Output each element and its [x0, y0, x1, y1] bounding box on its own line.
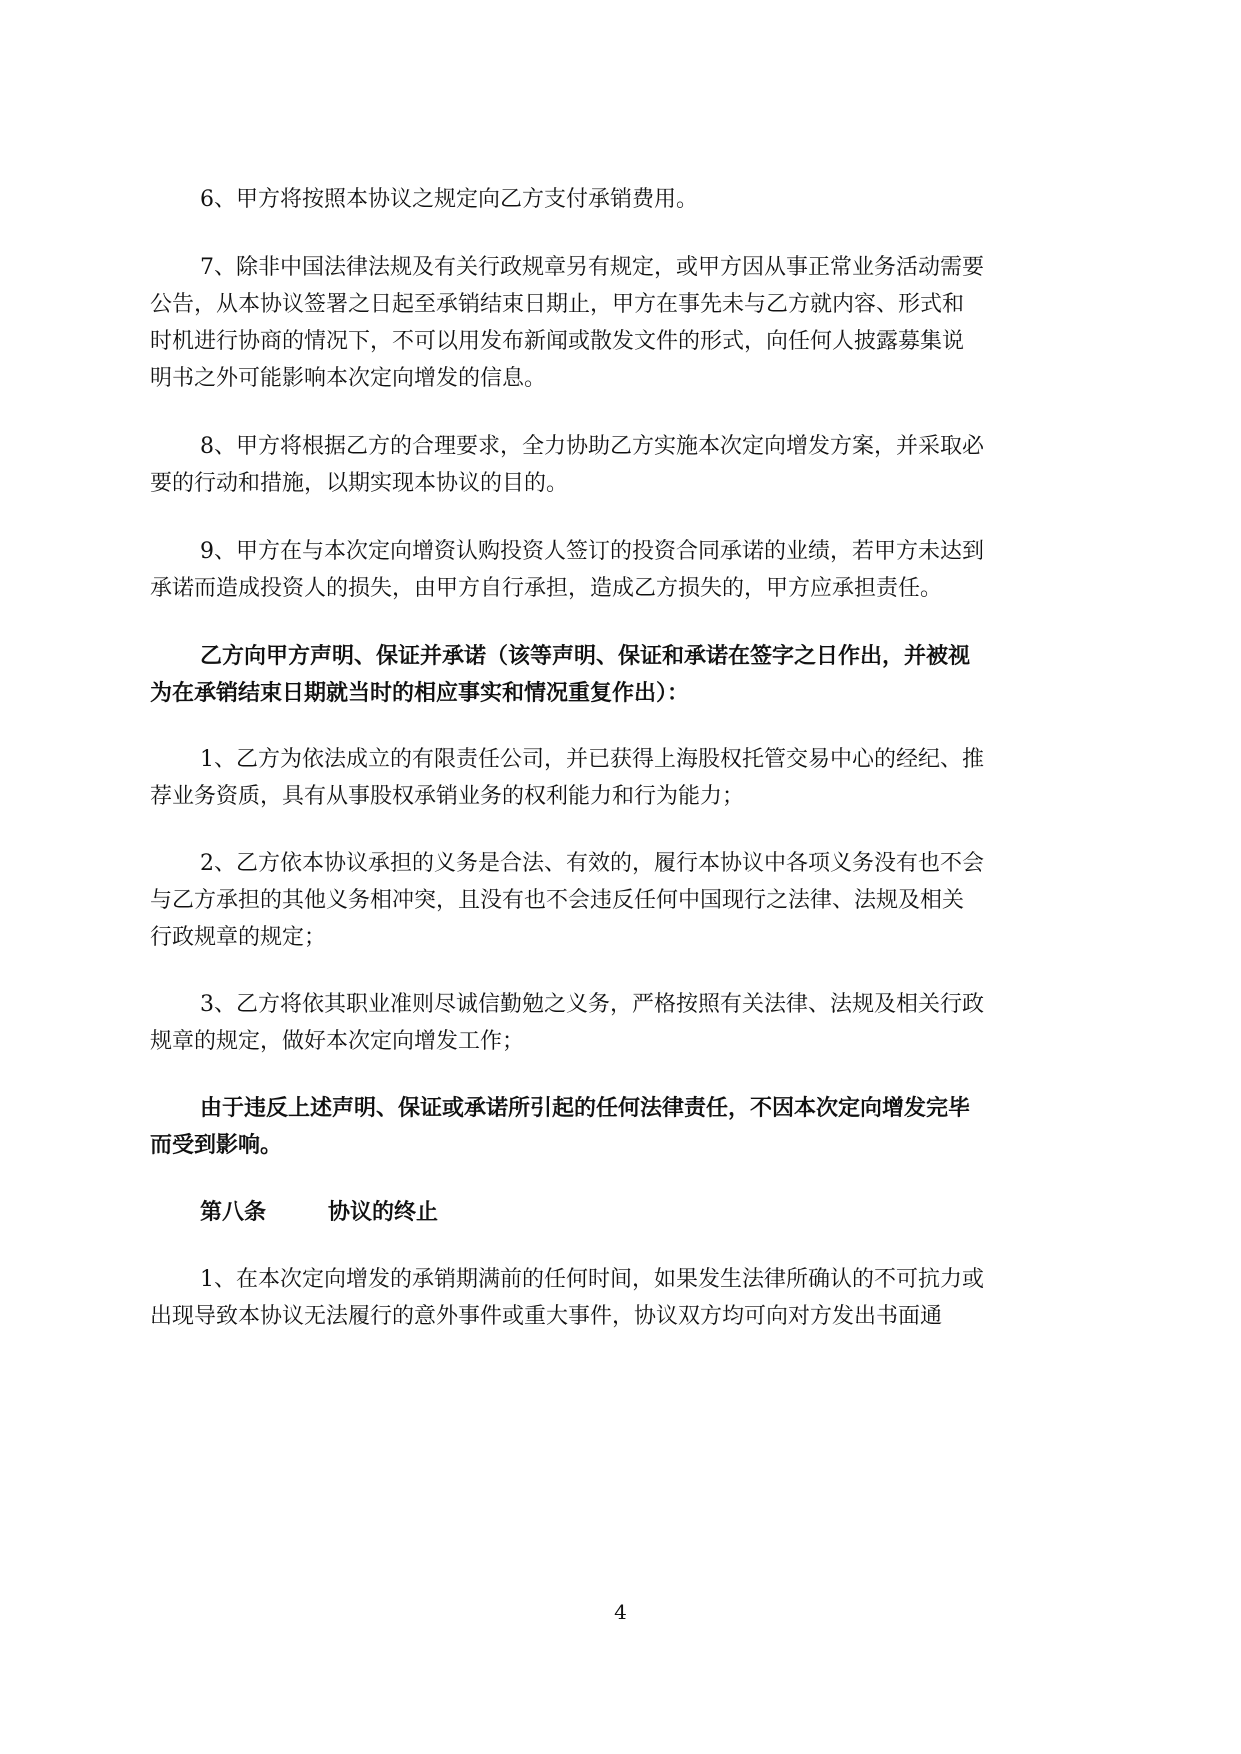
paragraph-line: 出现导致本协议无法履行的意外事件或重大事件，协议双方均可向对方发出书面通 [150, 1304, 943, 1329]
paragraph-line: 1、乙方为依法成立的有限责任公司，并已获得上海股权托管交易中心的经纪、推 [200, 747, 984, 772]
paragraph-line: 8、甲方将根据乙方的合理要求，全力协助乙方实施本次定向增发方案，并采取必 [200, 434, 984, 459]
paragraph-line: 行政规章的规定； [150, 925, 327, 950]
page-number: 4 [614, 1600, 627, 1624]
paragraph-line: 与乙方承担的其他义务相冲突，且没有也不会违反任何中国现行之法律、法规及相关 [150, 888, 965, 913]
article-number: 第八条 [200, 1199, 267, 1225]
paragraph-line: 7、除非中国法律法规及有关行政规章另有规定，或甲方因从事正常业务活动需要 [200, 255, 984, 280]
paragraph-line: 6、甲方将按照本协议之规定向乙方支付承销费用。 [200, 187, 698, 212]
bold-paragraph-line: 而受到影响。 [150, 1132, 283, 1158]
article-title: 协议的终止 [328, 1199, 439, 1225]
paragraph-line: 荐业务资质，具有从事股权承销业务的权利能力和行为能力； [150, 784, 745, 809]
paragraph-line: 时机进行协商的情况下，不可以用发布新闻或散发文件的形式，向任何人披露募集说 [150, 329, 965, 354]
paragraph-line: 承诺而造成投资人的损失，由甲方自行承担，造成乙方损失的，甲方应承担责任。 [150, 576, 943, 601]
bold-paragraph-line: 由于违反上述声明、保证或承诺所引起的任何法律责任，不因本次定向增发完毕 [200, 1095, 971, 1121]
paragraph-line: 公告，从本协议签署之日起至承销结束日期止，甲方在事先未与乙方就内容、形式和 [150, 292, 965, 317]
paragraph-line: 1、在本次定向增发的承销期满前的任何时间，如果发生法律所确认的不可抗力或 [200, 1267, 984, 1292]
paragraph-line: 规章的规定，做好本次定向增发工作； [150, 1029, 525, 1054]
paragraph-line: 要的行动和措施，以期实现本协议的目的。 [150, 471, 569, 496]
bold-paragraph-line: 乙方向甲方声明、保证并承诺（该等声明、保证和承诺在签字之日作出，并被视 [200, 643, 971, 669]
article-heading [200, 1197, 1150, 1227]
paragraph-line: 明书之外可能影响本次定向增发的信息。 [150, 366, 547, 391]
paragraph-line: 9、甲方在与本次定向增资认购投资人签订的投资合同承诺的业绩，若甲方未达到 [200, 539, 984, 564]
paragraph-line: 2、乙方依本协议承担的义务是合法、有效的，履行本协议中各项义务没有也不会 [200, 851, 984, 876]
paragraph-line: 3、乙方将依其职业准则尽诚信勤勉之义务，严格按照有关法律、法规及相关行政 [200, 992, 984, 1017]
bold-paragraph-line: 为在承销结束日期就当时的相应事实和情况重复作出）： [150, 680, 690, 706]
